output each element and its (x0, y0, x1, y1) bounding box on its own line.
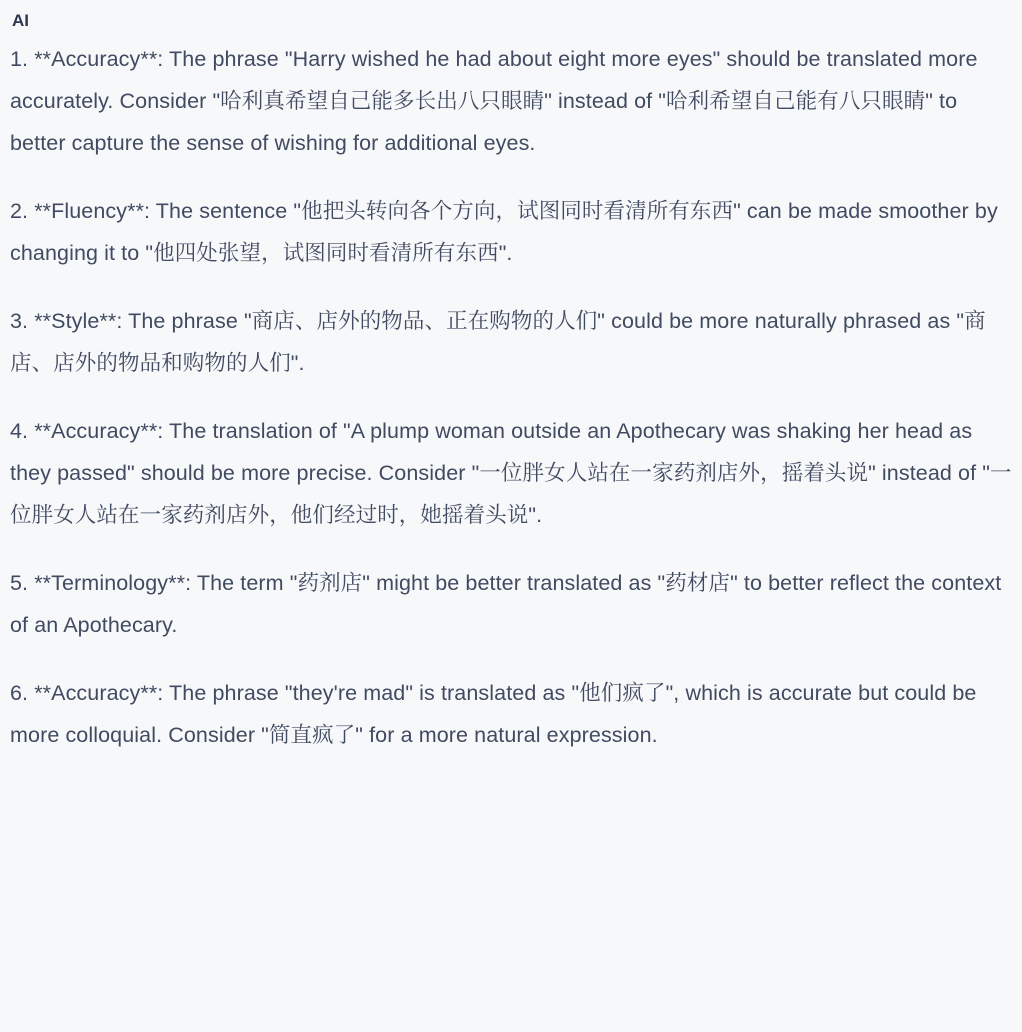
message-speaker-label: AI (12, 11, 29, 30)
message-paragraph: 2. **Fluency**: The sentence "他把头转向各个方向，试图同时看清所有东西" can be made smoother by changing it to "他四处张望，试图同时看清所有东西". (10, 199, 998, 265)
message-body (10, 38, 1012, 756)
message-paragraph: 4. **Accuracy**: The translation of "A plump woman outside an Apothecary was shaking her head as they passed" should be more precise. Consider "一位胖女人站在一家药剂店外，摇着头说" instead of "一位胖女人站在一家药剂店外，他们经过时，她摇着头说". (10, 419, 1012, 527)
message-paragraph: 3. **Style**: The phrase "商店、店外的物品、正在购物的人们" could be more naturally phrased as "商店、店外的物品和购物的人们". (10, 309, 986, 375)
message-paragraph: 6. **Accuracy**: The phrase "they're mad" is translated as "他们疯了", which is accurate but could be more colloquial. Consider "简直疯了" for a more natural expression. (10, 681, 977, 747)
message-paragraph: 5. **Terminology**: The term "药剂店" might be better translated as "药材店" to better reflect the context of an Apothecary. (10, 571, 1002, 637)
message-paragraph: 1. **Accuracy**: The phrase "Harry wished he had about eight more eyes" should be translated more accurately. Consider "哈利真希望自己能多长出八只眼睛" instead of "哈利希望自己能有八只眼睛" to better capture the sense of wishing for additional eyes. (10, 47, 978, 155)
